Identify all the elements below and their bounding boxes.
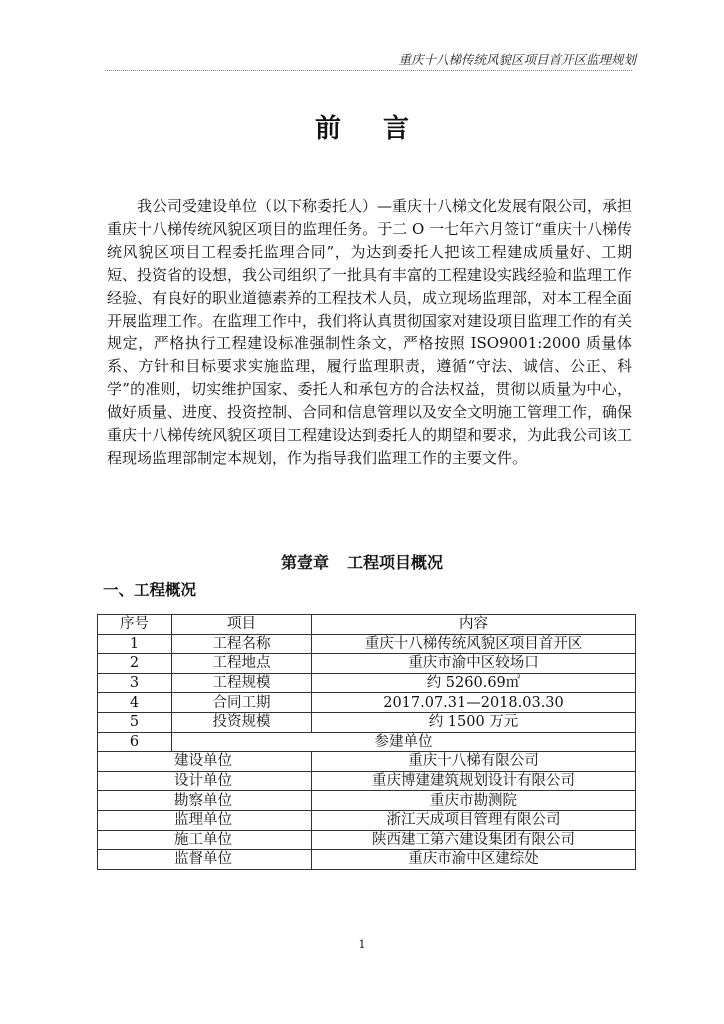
chapter-heading bbox=[0, 550, 724, 573]
row-no: 4 bbox=[98, 693, 172, 713]
party-role: 设计单位 bbox=[98, 771, 312, 791]
row-item: 工程地点 bbox=[172, 654, 312, 674]
party-role: 勘察单位 bbox=[98, 791, 312, 811]
chapter-title: 工程项目概况 bbox=[347, 553, 444, 572]
table-row bbox=[98, 673, 636, 693]
row-no: 2 bbox=[98, 654, 172, 674]
header-no: 序号 bbox=[98, 615, 172, 635]
chapter-number: 第壹章 bbox=[280, 553, 329, 572]
row-no: 5 bbox=[98, 712, 172, 732]
party-name: 重庆市勘测院 bbox=[312, 791, 636, 811]
running-header: 重庆十八梯传统风貌区项目首开区监理规划 bbox=[398, 52, 636, 67]
row-content: 重庆市渝中区较场口 bbox=[312, 654, 636, 674]
header-content: 内容 bbox=[312, 615, 636, 635]
row-no: 3 bbox=[98, 673, 172, 693]
row-no: 1 bbox=[98, 634, 172, 654]
party-name: 浙江天成项目管理有限公司 bbox=[312, 810, 636, 830]
page-title: 前言 bbox=[314, 114, 451, 144]
row-content: 2017.07.31—2018.03.30 bbox=[312, 693, 636, 713]
page-number: 1 bbox=[358, 938, 366, 951]
row-no: 6 bbox=[98, 732, 172, 752]
table-row bbox=[98, 634, 636, 654]
party-role: 监理单位 bbox=[98, 810, 312, 830]
party-role: 监督单位 bbox=[98, 850, 312, 870]
row-item: 工程名称 bbox=[172, 634, 312, 654]
section-heading: 一、工程概况 bbox=[103, 581, 197, 599]
table-row bbox=[98, 693, 636, 713]
row-content: 重庆十八梯传统风貌区项目首开区 bbox=[312, 634, 636, 654]
party-row bbox=[98, 830, 636, 850]
header-item: 项目 bbox=[172, 615, 312, 635]
preface-paragraph: 我公司受建设单位（以下称委托人）—重庆十八梯文化发展有限公司，承担重庆十八梯传统风貌区项目的监理任务。于二 O 一七年六月签订“重庆十八梯传统风貌区项目工程委托监理合同”，为达到委托人把该工程建成质量好、工期短、投资省的设想，我公司组织了一批具有丰富的工程建设实践经验和监理工作经验、有良好的职业道德素养的工程技术人员，成立现场监理部，对本工程全面开展监理工作。在监理工作中，我们将认真贯彻国家对建设项目监理工作的有关规定，严格执行工程建设标准强制性条文，严格按照 ISO9001:2000 质量体系、方针和目标要求实施监理，履行监理职责，遵循“守法、诚信、公正、科学”的准则，切实维护国家、委托人和承包方的合法权益，贯彻以质量为中心，做好质量、进度、投资控制、合同和信息管理以及安全文明施工管理工作，确保重庆十八梯传统风貌区项目工程建设达到委托人的期望和要求，为此我公司该工程现场监理部制定本规划，作为指导我们监理工作的主要文件。 bbox=[107, 197, 633, 467]
party-row bbox=[98, 791, 636, 811]
party-row bbox=[98, 850, 636, 870]
header-divider bbox=[105, 70, 632, 71]
party-name: 陕西建工第六建设集团有限公司 bbox=[312, 830, 636, 850]
project-overview-table bbox=[97, 614, 636, 870]
row-item: 工程规模 bbox=[172, 673, 312, 693]
party-row bbox=[98, 771, 636, 791]
participating-units-row bbox=[98, 732, 636, 752]
row-item: 投资规模 bbox=[172, 712, 312, 732]
participating-units-label: 参建单位 bbox=[172, 732, 636, 752]
table-row bbox=[98, 654, 636, 674]
party-name: 重庆市渝中区建综处 bbox=[312, 850, 636, 870]
table-header-row bbox=[98, 615, 636, 635]
party-row bbox=[98, 810, 636, 830]
row-item: 合同工期 bbox=[172, 693, 312, 713]
party-role: 施工单位 bbox=[98, 830, 312, 850]
party-name: 重庆博建建筑规划设计有限公司 bbox=[312, 771, 636, 791]
party-role: 建设单位 bbox=[98, 752, 312, 772]
row-content: 约 1500 万元 bbox=[312, 712, 636, 732]
table-row bbox=[98, 712, 636, 732]
row-content: 约 5260.69㎡ bbox=[312, 673, 636, 693]
party-name: 重庆十八梯有限公司 bbox=[312, 752, 636, 772]
party-row bbox=[98, 752, 636, 772]
